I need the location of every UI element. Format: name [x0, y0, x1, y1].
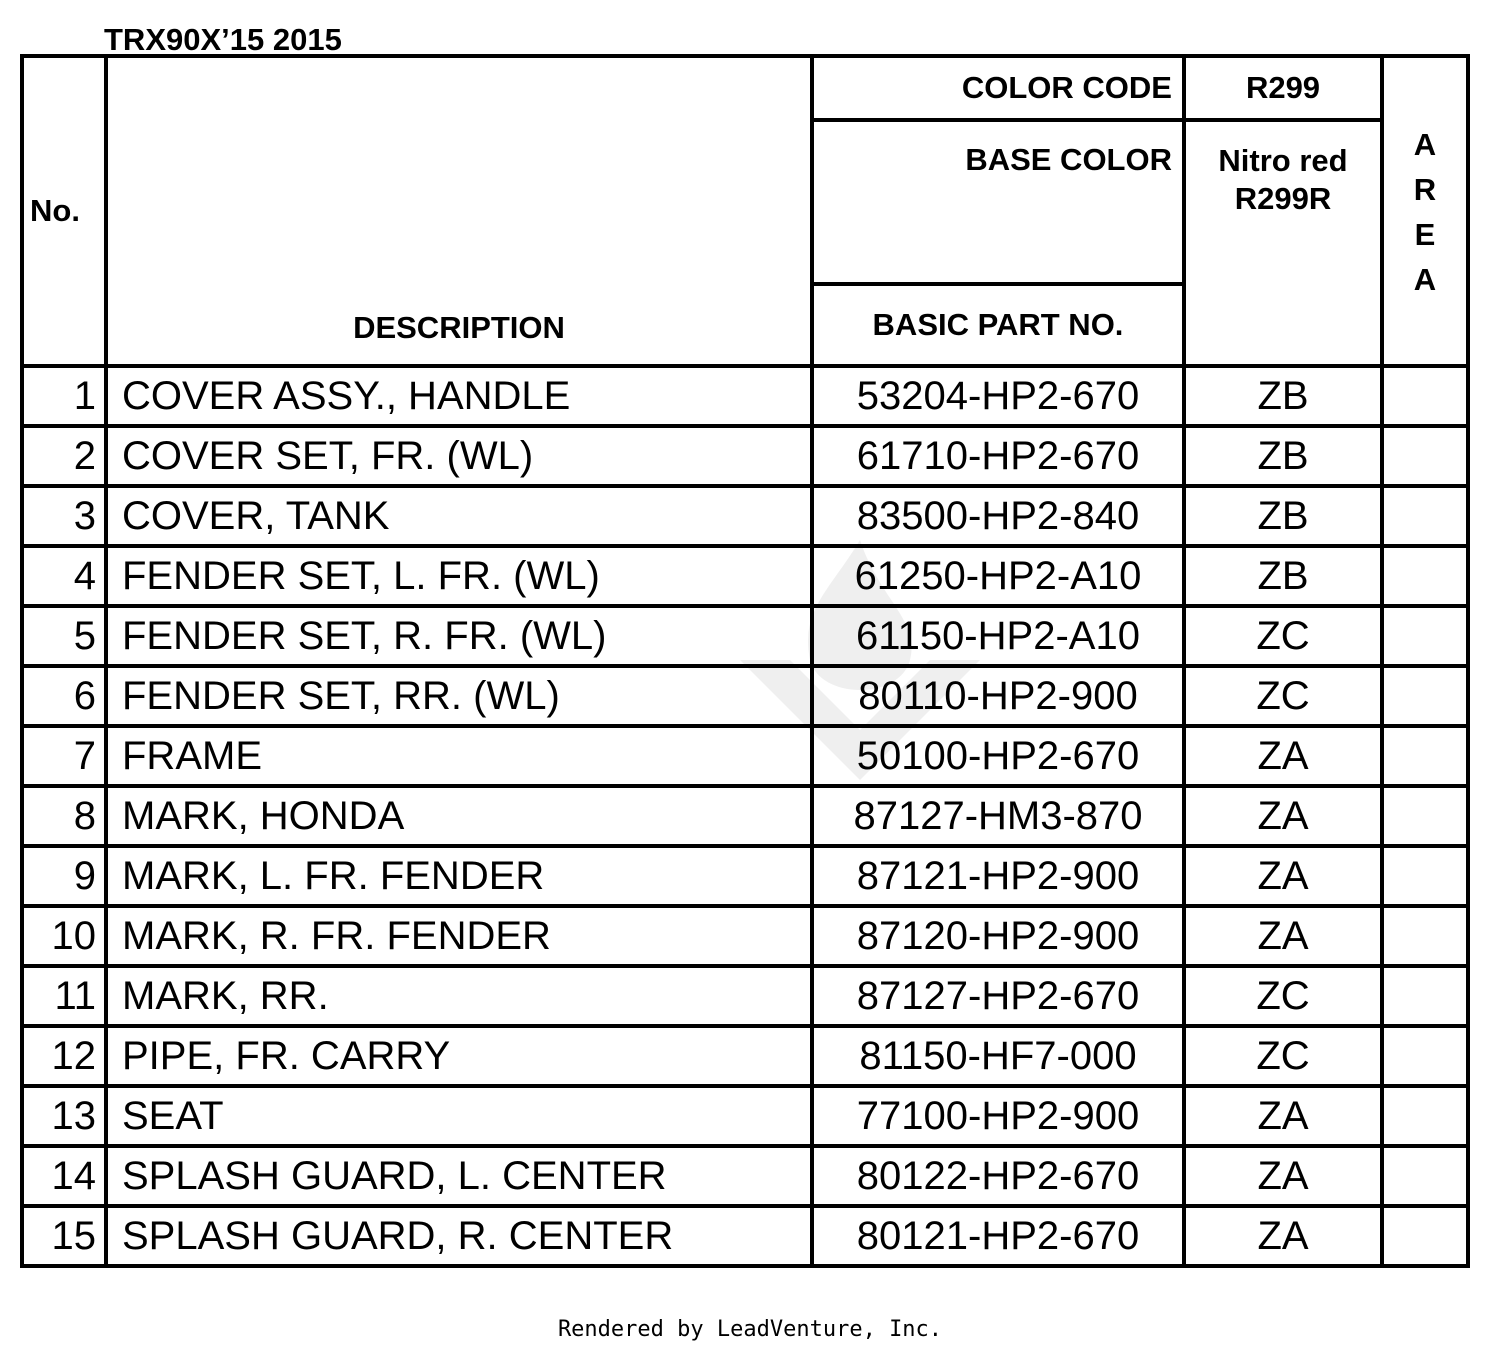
- row-number: 7: [22, 726, 106, 786]
- header-base-color-value: [1184, 120, 1382, 366]
- header-base-color-label: BASE COLOR: [812, 120, 1184, 284]
- table-row: [22, 1026, 1468, 1086]
- row-description: FENDER SET, R. FR. (WL): [106, 606, 812, 666]
- table-row: [22, 666, 1468, 726]
- row-part-number: 83500-HP2-840: [812, 486, 1184, 546]
- table-row: [22, 1086, 1468, 1146]
- parts-color-table: [20, 54, 1470, 1268]
- table-row: [22, 606, 1468, 666]
- row-description: SEAT: [106, 1086, 812, 1146]
- row-part-number: 61150-HP2-A10: [812, 606, 1184, 666]
- row-description: COVER ASSY., HANDLE: [106, 366, 812, 426]
- table-row: [22, 906, 1468, 966]
- row-number: 10: [22, 906, 106, 966]
- row-color-code: ZA: [1184, 726, 1382, 786]
- row-color-code: ZA: [1184, 786, 1382, 846]
- row-part-number: 80121-HP2-670: [812, 1206, 1184, 1266]
- row-description: PIPE, FR. CARRY: [106, 1026, 812, 1086]
- row-color-code: ZA: [1184, 846, 1382, 906]
- table-row: [22, 366, 1468, 426]
- area-letter: A: [1413, 127, 1437, 162]
- row-area: [1382, 786, 1468, 846]
- row-description: MARK, R. FR. FENDER: [106, 906, 812, 966]
- row-area: [1382, 426, 1468, 486]
- footer-credit: Rendered by LeadVenture, Inc.: [557, 1317, 943, 1342]
- row-part-number: 50100-HP2-670: [812, 726, 1184, 786]
- header-color-code-label: COLOR CODE: [812, 56, 1184, 120]
- header-basic-part-no: BASIC PART NO.: [812, 284, 1184, 366]
- table-row: [22, 846, 1468, 906]
- table-row: [22, 486, 1468, 546]
- header-area: [1382, 56, 1468, 366]
- row-area: [1382, 606, 1468, 666]
- row-color-code: ZB: [1184, 546, 1382, 606]
- row-part-number: 80122-HP2-670: [812, 1146, 1184, 1206]
- row-color-code: ZC: [1184, 606, 1382, 666]
- row-area: [1382, 966, 1468, 1026]
- row-area: [1382, 846, 1468, 906]
- row-part-number: 87120-HP2-900: [812, 906, 1184, 966]
- row-color-code: ZB: [1184, 426, 1382, 486]
- row-description: MARK, HONDA: [106, 786, 812, 846]
- page-title: TRX90X’15 2015: [104, 22, 342, 57]
- header-no: No.: [22, 56, 106, 366]
- row-area: [1382, 546, 1468, 606]
- row-part-number: 61250-HP2-A10: [812, 546, 1184, 606]
- row-color-code: ZA: [1184, 1206, 1382, 1266]
- row-description: SPLASH GUARD, L. CENTER: [106, 1146, 812, 1206]
- row-area: [1382, 1146, 1468, 1206]
- row-color-code: ZA: [1184, 1146, 1382, 1206]
- base-color-name: Nitro red: [1218, 143, 1348, 178]
- row-area: [1382, 486, 1468, 546]
- row-color-code: ZC: [1184, 1026, 1382, 1086]
- header-description: DESCRIPTION: [106, 56, 812, 366]
- row-area: [1382, 906, 1468, 966]
- row-number: 2: [22, 426, 106, 486]
- table-row: [22, 726, 1468, 786]
- row-area: [1382, 1026, 1468, 1086]
- row-description: MARK, L. FR. FENDER: [106, 846, 812, 906]
- row-area: [1382, 1086, 1468, 1146]
- row-number: 1: [22, 366, 106, 426]
- row-color-code: ZB: [1184, 486, 1382, 546]
- row-part-number: 61710-HP2-670: [812, 426, 1184, 486]
- base-color-code: R299R: [1234, 181, 1332, 216]
- row-color-code: ZA: [1184, 906, 1382, 966]
- row-part-number: 87127-HP2-670: [812, 966, 1184, 1026]
- row-description: COVER, TANK: [106, 486, 812, 546]
- row-number: 13: [22, 1086, 106, 1146]
- row-part-number: 87121-HP2-900: [812, 846, 1184, 906]
- row-color-code: ZC: [1184, 666, 1382, 726]
- row-part-number: 53204-HP2-670: [812, 366, 1184, 426]
- row-area: [1382, 726, 1468, 786]
- row-part-number: 87127-HM3-870: [812, 786, 1184, 846]
- row-color-code: ZC: [1184, 966, 1382, 1026]
- row-area: [1382, 1206, 1468, 1266]
- row-part-number: 80110-HP2-900: [812, 666, 1184, 726]
- row-number: 5: [22, 606, 106, 666]
- row-number: 3: [22, 486, 106, 546]
- table-row: [22, 546, 1468, 606]
- row-number: 9: [22, 846, 106, 906]
- row-color-code: ZA: [1184, 1086, 1382, 1146]
- table-row: [22, 426, 1468, 486]
- table-row: [22, 1146, 1468, 1206]
- area-letter: A: [1413, 262, 1437, 297]
- table-row: [22, 1206, 1468, 1266]
- row-description: SPLASH GUARD, R. CENTER: [106, 1206, 812, 1266]
- header-color-code-value: R299: [1184, 56, 1382, 120]
- row-number: 12: [22, 1026, 106, 1086]
- row-description: FENDER SET, L. FR. (WL): [106, 546, 812, 606]
- row-number: 8: [22, 786, 106, 846]
- area-letter: R: [1413, 172, 1437, 207]
- row-color-code: ZB: [1184, 366, 1382, 426]
- row-description: FRAME: [106, 726, 812, 786]
- row-number: 14: [22, 1146, 106, 1206]
- row-area: [1382, 366, 1468, 426]
- area-letter: E: [1414, 217, 1436, 252]
- row-number: 6: [22, 666, 106, 726]
- row-area: [1382, 666, 1468, 726]
- row-number: 11: [22, 966, 106, 1026]
- row-description: MARK, RR.: [106, 966, 812, 1026]
- row-description: COVER SET, FR. (WL): [106, 426, 812, 486]
- row-number: 15: [22, 1206, 106, 1266]
- row-part-number: 81150-HF7-000: [812, 1026, 1184, 1086]
- row-description: FENDER SET, RR. (WL): [106, 666, 812, 726]
- table-row: [22, 786, 1468, 846]
- row-number: 4: [22, 546, 106, 606]
- table-row: [22, 966, 1468, 1026]
- row-part-number: 77100-HP2-900: [812, 1086, 1184, 1146]
